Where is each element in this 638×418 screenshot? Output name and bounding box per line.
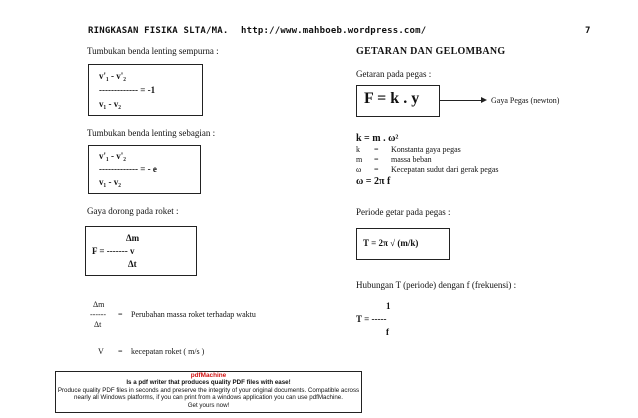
- elastic-full-formula-box: [88, 64, 203, 116]
- section-title: GETARAN DAN GELOMBANG: [356, 46, 506, 57]
- hooke-formula: F = k . y: [364, 90, 420, 107]
- elastic-full-line1: v'₁ - v'₂: [99, 71, 126, 81]
- def-m-eq: =: [374, 155, 379, 164]
- period-caption: Periode getar pada pegas :: [356, 207, 451, 217]
- elastic-full-line3: v₁ - v₂: [99, 99, 121, 109]
- elastic-full-caption: Tumbukan benda lenting sempurna :: [87, 46, 219, 56]
- document-header-title: RINGKASAN FISIKA SLTA/MA.: [88, 26, 229, 36]
- dm-desc: Perubahan massa roket terhadap waktu: [131, 310, 256, 319]
- relation-numerator: 1: [386, 301, 391, 311]
- banner-body: Produce quality PDF files in seconds and preserve the integrity of your original documents. Compatible across nearly all Windows platforms, if you can print from a windows application you can use pdfMachine.: [57, 386, 360, 402]
- elastic-full-line2: ------------- = -1: [99, 85, 156, 95]
- dm-top: Δm: [93, 300, 105, 309]
- banner-brand: pdfMachine: [190, 372, 227, 379]
- def-k-eq: =: [374, 145, 379, 154]
- rocket-fraction-line: F = ------- v: [92, 246, 135, 256]
- elastic-partial-line1: v'₁ - v'₂: [99, 151, 126, 161]
- rocket-numerator: Δm: [126, 233, 140, 243]
- def-k-symbol: k: [356, 145, 360, 154]
- elastic-partial-line3: v₁ - v₂: [99, 177, 121, 187]
- elastic-partial-line2: ------------- = - e: [99, 164, 157, 174]
- dm-bottom: Δt: [94, 320, 102, 329]
- elastic-partial-formula-box: [88, 145, 201, 194]
- hooke-label: Gaya Pegas (newton): [491, 96, 560, 105]
- arrow-right-icon: [481, 97, 487, 103]
- k-formula: k = m . ω²: [356, 133, 399, 144]
- document-header-url[interactable]: http://www.mahboeb.wordpress.com/: [241, 26, 427, 36]
- relation-fraction-line: T = -----: [356, 314, 387, 324]
- relation-caption: Hubungan T (periode) dengan f (frekuensi) :: [356, 280, 517, 290]
- rocket-denominator: Δt: [128, 259, 137, 269]
- banner-tagline: Is a pdf writer that produces quality PDF files with ease!: [126, 379, 291, 387]
- relation-denominator: f: [386, 327, 389, 337]
- v-symbol: V: [98, 347, 104, 356]
- spring-caption: Getaran pada pegas :: [356, 69, 432, 79]
- period-formula-box: [356, 228, 450, 260]
- v-desc: kecepatan roket ( m/s ): [131, 347, 205, 356]
- elastic-partial-caption: Tumbukan benda lenting sebagian :: [87, 128, 216, 138]
- period-formula: T = 2π √ (m/k): [363, 238, 419, 248]
- def-omega-eq: =: [374, 165, 379, 174]
- def-omega-desc: Kecepatan sudut dari gerak pegas: [391, 165, 499, 174]
- page-number: 7: [585, 26, 591, 36]
- rocket-formula-box: [85, 226, 197, 276]
- arrow-shaft: [440, 100, 482, 101]
- rocket-caption: Gaya dorong pada roket :: [87, 206, 179, 216]
- def-m-desc: massa beban: [391, 155, 432, 164]
- def-omega-symbol: ω: [356, 165, 362, 174]
- omega-formula: ω = 2π f: [356, 176, 391, 187]
- def-k-desc: Konstanta gaya pegas: [391, 145, 461, 154]
- hooke-formula-box: [356, 85, 440, 117]
- def-m-symbol: m: [356, 155, 363, 164]
- dm-line: ------: [90, 310, 106, 319]
- pdfmachine-banner[interactable]: [55, 371, 362, 413]
- v-eq: =: [118, 347, 123, 356]
- dm-eq: =: [118, 310, 123, 319]
- banner-cta[interactable]: Get yours now!: [187, 401, 230, 409]
